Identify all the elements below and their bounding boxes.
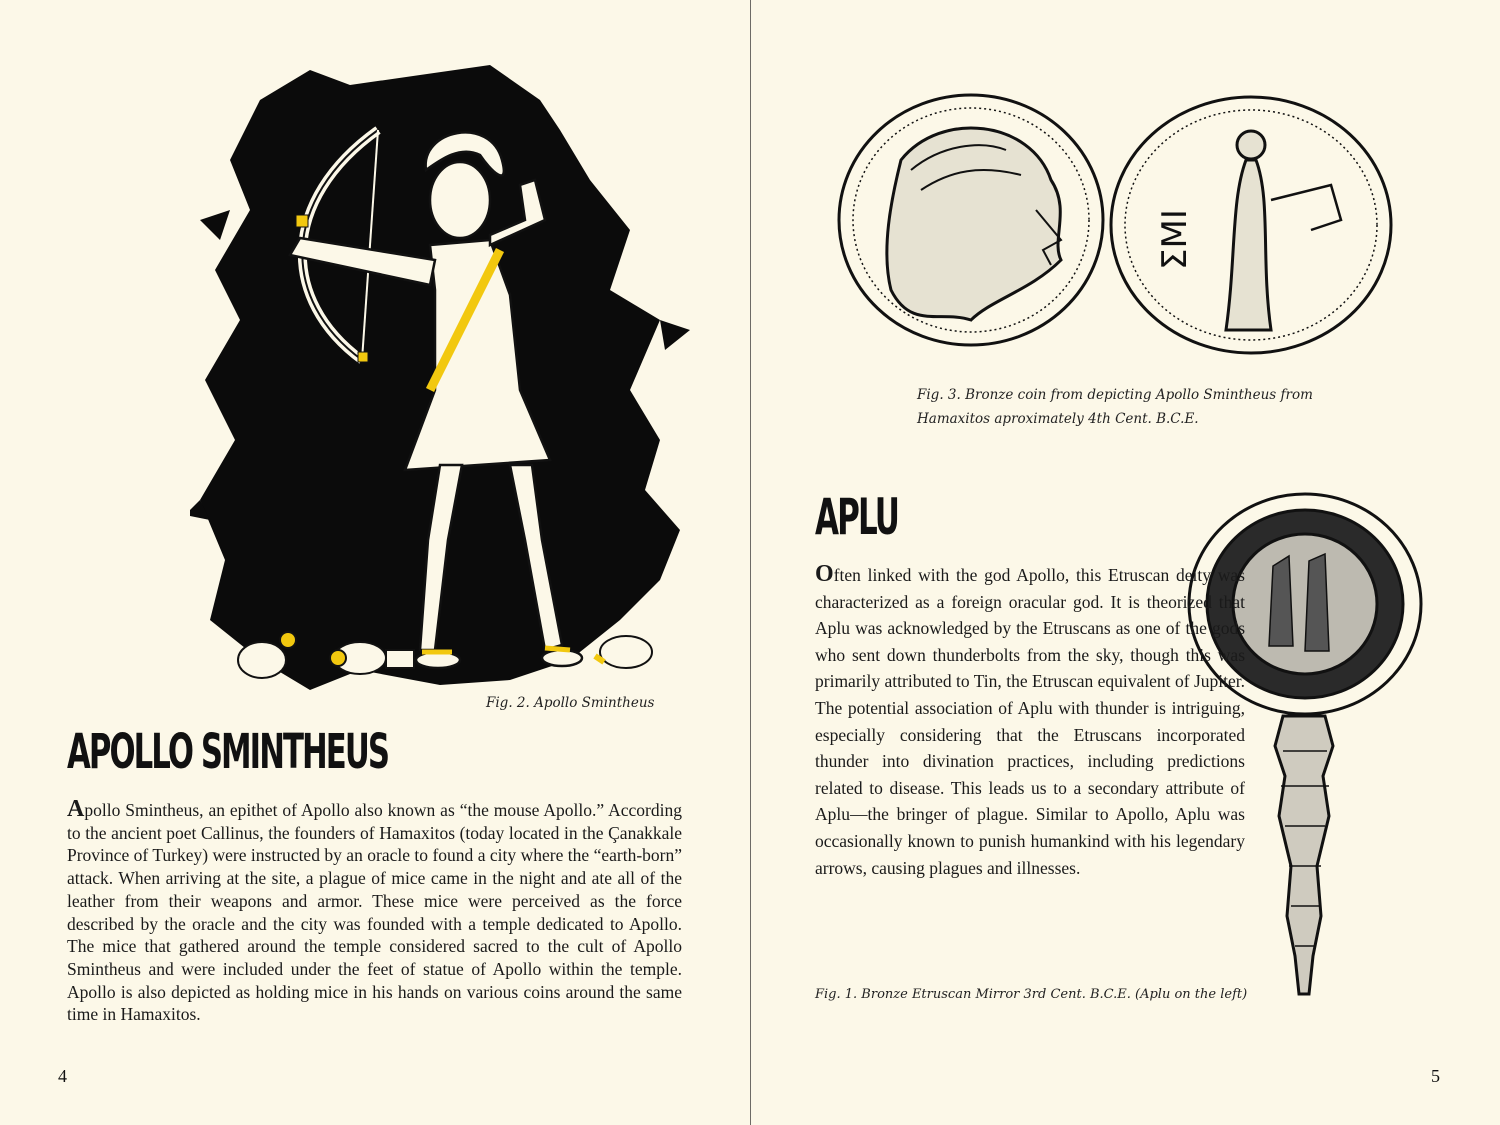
figure-2-caption: Fig. 2. Apollo Smintheus [486, 695, 655, 711]
body-paragraph: ften linked with the god Apollo, this Etruscan deity was characterized as a foreign oracular god. It is theorized that Aplu was acknowledged by the Etruscans as one of the gods who sent down thunderbolts from the sky, though this was primarily attributed to Tin, the Etruscan equivalent of Jupiter. The potential association of Aplu with thunder is intriguing, especially considering that the Etruscans incorporated thunder into divination practices, including predictions related to disease. This leads us to a secondary attribute of Aplu—the bringer of plague. Similar to Apollo, Aplu was occasionally known to punish humankind with his legendary arrows, causing plagues and illnesses. [815, 565, 1245, 878]
page-number: 5 [1431, 1066, 1440, 1086]
page-title-aplu: APLU [815, 488, 899, 546]
coin-obverse [839, 95, 1103, 345]
figure-1-caption: Fig. 1. Bronze Etruscan Mirror 3rd Cent. B.C.E. (Aplu on the left) [815, 987, 1248, 1002]
coin-inscription: ΣΜΙ [1155, 209, 1195, 270]
drop-cap: O [815, 561, 834, 587]
apollo-smintheus-illustration [190, 60, 700, 700]
bronze-coins-illustration [831, 90, 1411, 360]
apollo-smintheus-body [67, 798, 682, 1026]
body-paragraph: pollo Smintheus, an epithet of Apollo also known as “the mouse Apollo.” According to the ancient poet Callinus, the founders of Hamaxitos (today located in the Çanakkale Province of Turkey) were instructed by an oracle to found a city where the “earth-born” attack. When arriving at the site, a plague of mice came in the night and ate all of the leather from their weapons and armor. These mice were perceived as the force described by the oracle and the city was founded with a temple dedicated to Apollo. The mice that gathered around the temple considered sacred to the cult of Apollo Smintheus and were included under the feet of statue of Apollo within the temple. Apollo is also depicted as holding mice in his hands on various coins around the same time in Hamaxitos. [67, 800, 682, 1025]
drop-cap: A [67, 796, 85, 822]
page-title-apollo-smintheus: APOLLO SMINTHEUS [67, 724, 389, 780]
figure-3-caption: Fig. 3. Bronze coin from depicting Apollo Smintheus from Hamaxitos aproximately 4th Cent. B.C.E. [917, 387, 1313, 427]
aplu-body [815, 561, 1245, 881]
page-number: 4 [58, 1066, 67, 1086]
right-page [751, 0, 1500, 1125]
coin-reverse [1111, 97, 1391, 353]
